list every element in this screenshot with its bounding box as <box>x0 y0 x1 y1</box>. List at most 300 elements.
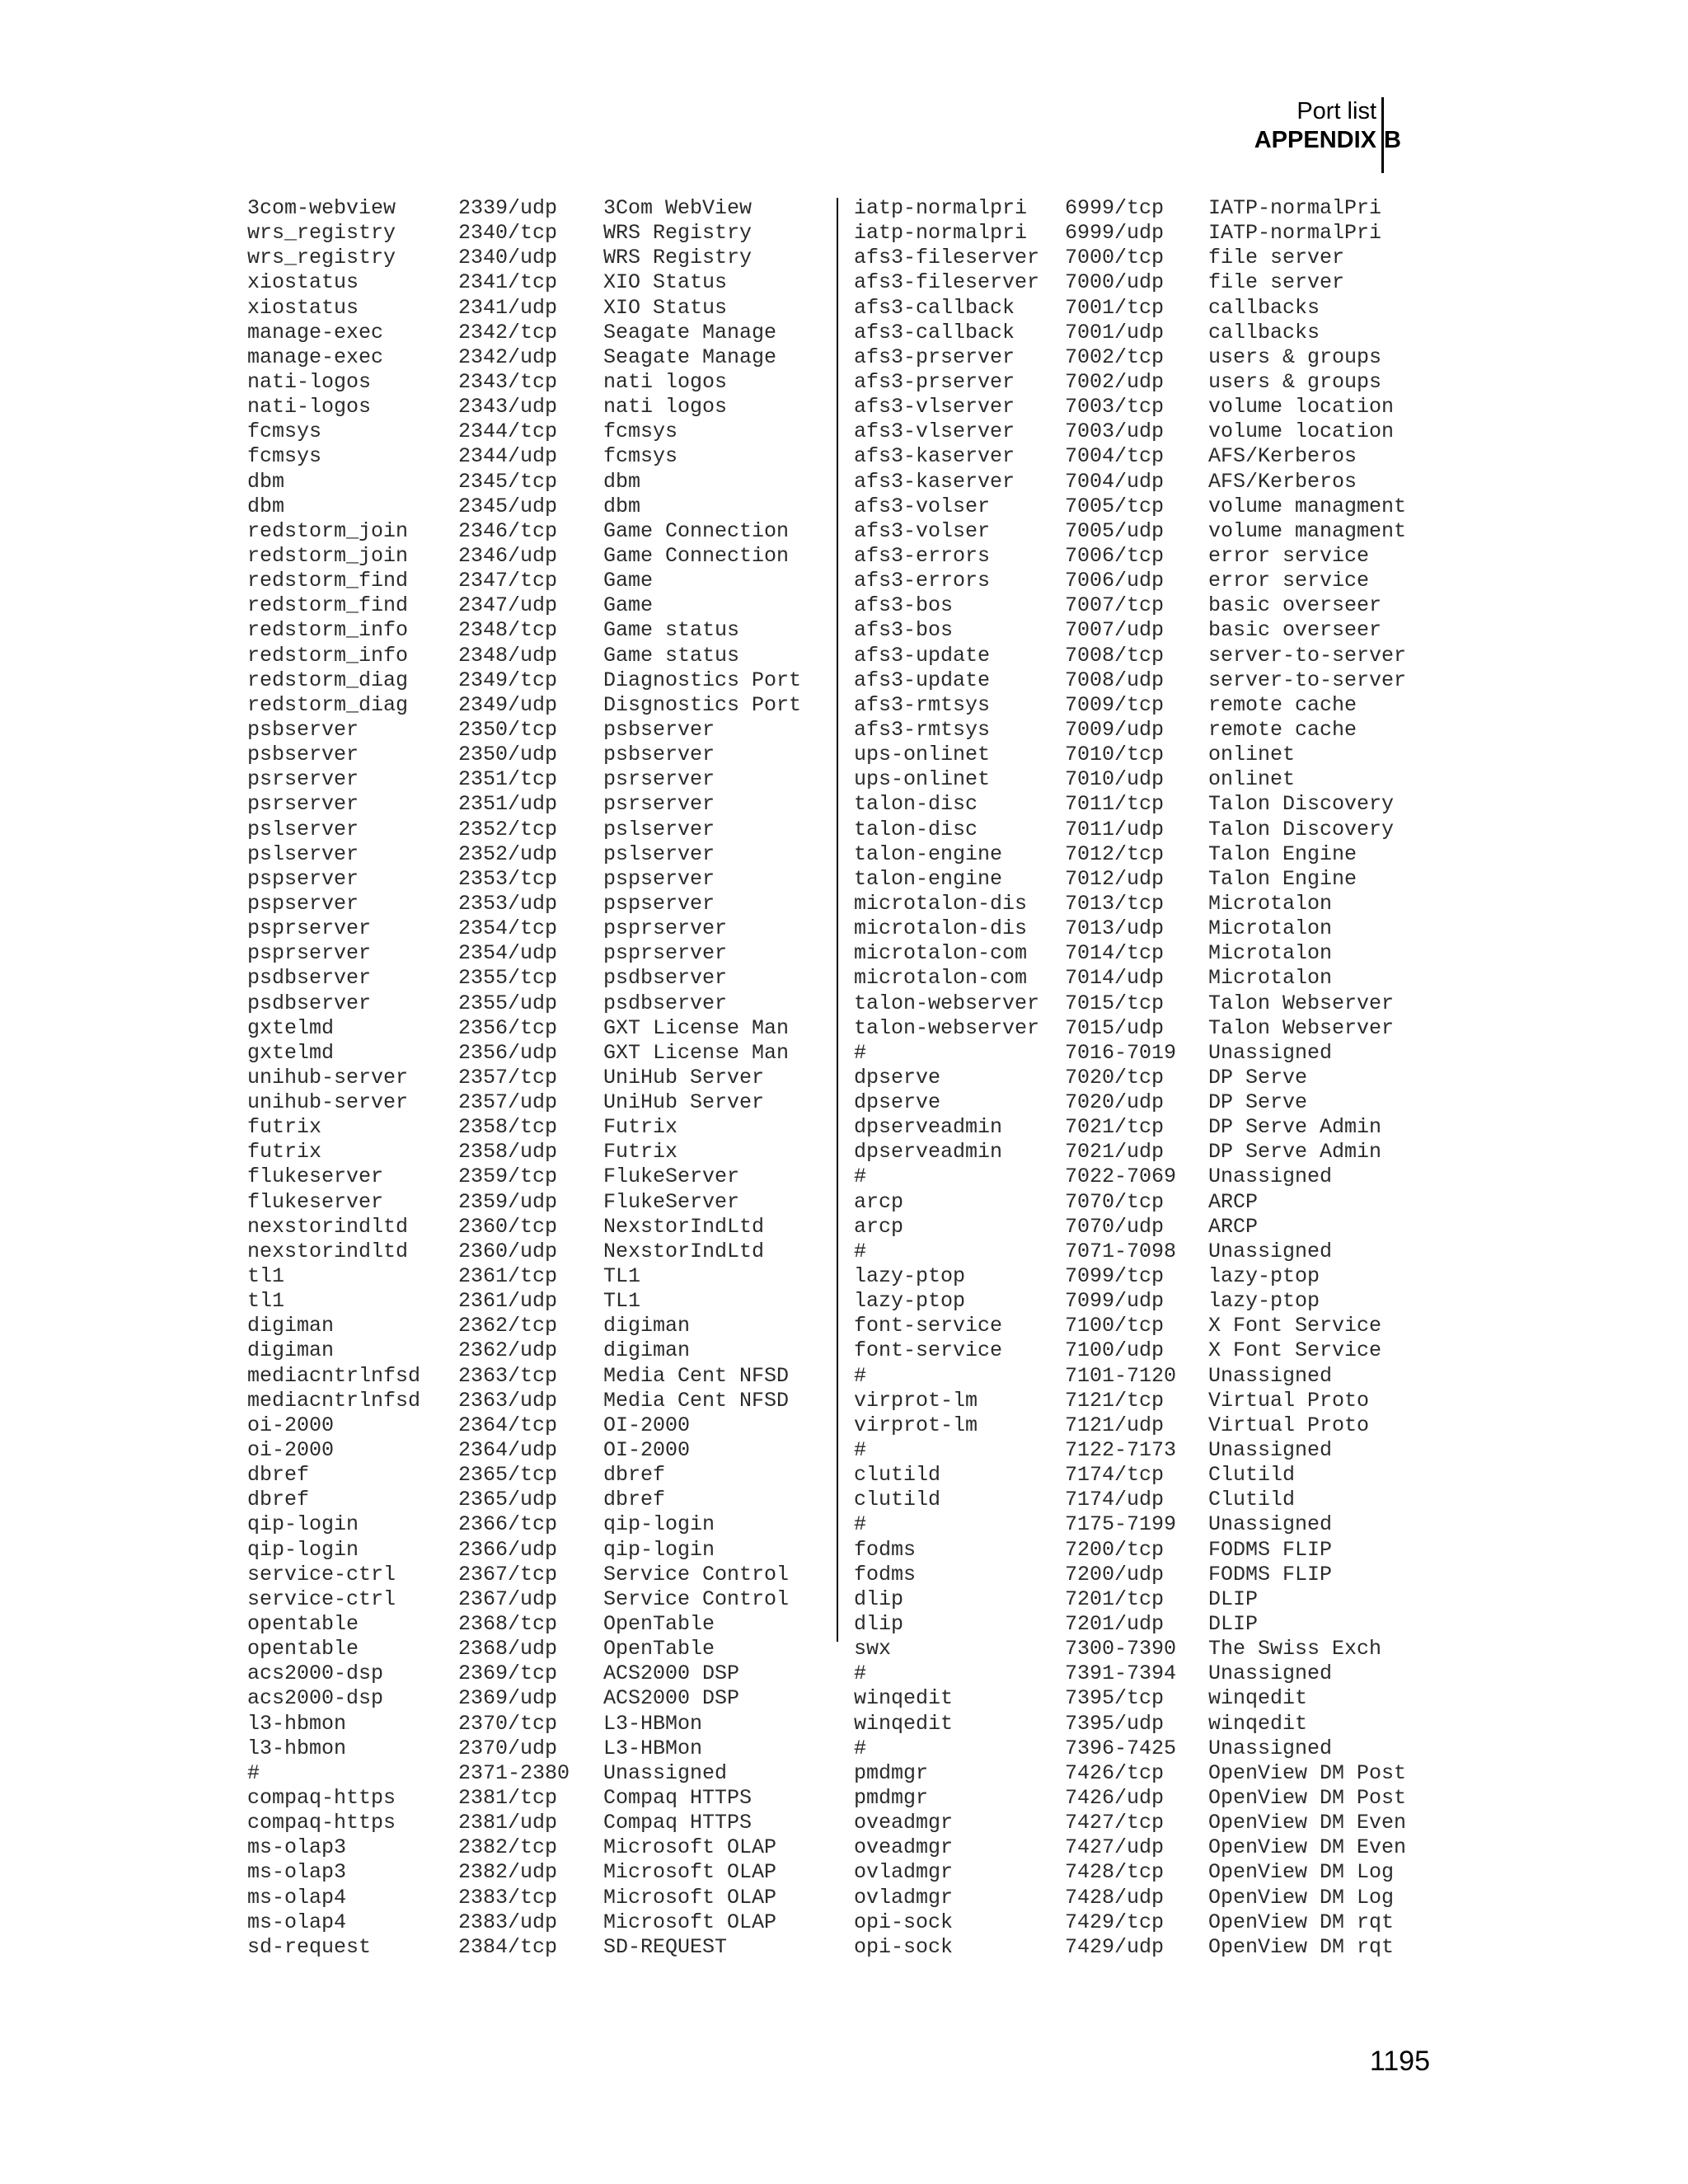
port-row <box>247 544 824 569</box>
port-protocol: 7009/tcp <box>1065 692 1165 717</box>
service-name: microtalon-dis <box>854 916 1028 941</box>
service-description: ARCP <box>1208 1214 1259 1239</box>
port-row <box>854 470 1431 494</box>
port-row <box>854 1637 1431 1661</box>
service-description: Game Connection <box>603 543 790 568</box>
appendix-label: APPENDIX <box>1254 127 1376 153</box>
port-protocol: 7012/udp <box>1065 866 1165 891</box>
port-protocol: 2344/udp <box>458 444 558 469</box>
port-row <box>247 395 824 419</box>
port-protocol: 2367/tcp <box>458 1562 558 1586</box>
port-protocol: 2347/udp <box>458 593 558 618</box>
port-protocol: 7201/udp <box>1065 1612 1165 1637</box>
port-row <box>854 1712 1431 1736</box>
column-divider <box>837 198 838 1642</box>
service-description: Talon Engine <box>1208 841 1357 866</box>
port-protocol: 7000/tcp <box>1065 246 1165 270</box>
port-row <box>854 1041 1431 1066</box>
port-protocol: 2342/tcp <box>458 320 558 344</box>
port-protocol: 2355/udp <box>458 991 558 1015</box>
service-name: opentable <box>247 1612 359 1637</box>
port-row <box>247 991 824 1016</box>
port-row <box>247 668 824 693</box>
service-name: sd-request <box>247 1934 372 1959</box>
port-protocol: 2361/udp <box>458 1289 558 1314</box>
port-protocol: 2358/udp <box>458 1140 558 1165</box>
service-description: Game status <box>603 618 740 643</box>
service-description: Talon Discovery <box>1208 792 1395 817</box>
service-name: # <box>854 1040 867 1065</box>
service-name: flukeserver <box>247 1189 384 1214</box>
service-name: xiostatus <box>247 270 359 295</box>
service-name: ms-olap3 <box>247 1835 347 1860</box>
service-description: Unassigned <box>1208 1239 1333 1263</box>
service-name: microtalon-com <box>854 941 1028 966</box>
service-name: font-service <box>854 1314 1003 1338</box>
service-name: nexstorindltd <box>247 1239 409 1263</box>
service-description: Game <box>603 593 654 618</box>
service-name: afs3-vlserver <box>854 395 1015 419</box>
port-row <box>247 246 824 270</box>
port-row <box>247 1488 824 1512</box>
service-description: X Font Service <box>1208 1314 1382 1338</box>
port-row <box>854 1438 1431 1463</box>
service-name: ms-olap4 <box>247 1885 347 1910</box>
service-description: Talon Webserver <box>1208 1015 1395 1040</box>
service-name: mediacntrlnfsd <box>247 1363 421 1388</box>
service-description: users & groups <box>1208 369 1382 394</box>
service-name: redstorm_info <box>247 618 409 643</box>
port-protocol: 7010/udp <box>1065 767 1165 792</box>
service-description: callbacks <box>1208 320 1320 344</box>
service-name: unihub-server <box>247 1065 409 1090</box>
service-name: psdbserver <box>247 991 372 1015</box>
port-row <box>854 544 1431 569</box>
service-description: XIO Status <box>603 270 728 295</box>
service-name: dbref <box>247 1488 310 1512</box>
service-name: winqedit <box>854 1711 954 1736</box>
service-name: gxtelmd <box>247 1015 335 1040</box>
service-description: remote cache <box>1208 717 1357 742</box>
service-name: service-ctrl <box>247 1562 396 1586</box>
port-protocol: 2365/udp <box>458 1488 558 1512</box>
port-protocol: 2364/udp <box>458 1438 558 1463</box>
port-row <box>247 1712 824 1736</box>
port-protocol: 2350/udp <box>458 743 558 767</box>
service-description: Microtalon <box>1208 941 1333 966</box>
service-name: psbserver <box>247 717 359 742</box>
service-name: arcp <box>854 1214 904 1239</box>
port-row <box>854 618 1431 643</box>
port-protocol: 7174/tcp <box>1065 1463 1165 1488</box>
service-name: font-service <box>854 1338 1003 1363</box>
port-protocol: 7008/udp <box>1065 668 1165 692</box>
service-name: microtalon-com <box>854 966 1028 991</box>
port-row <box>247 792 824 817</box>
port-row <box>854 1115 1431 1140</box>
appendix-letter: B <box>1384 127 1401 153</box>
service-description: psprserver <box>603 916 728 941</box>
port-protocol: 2348/udp <box>458 643 558 668</box>
port-protocol: 2344/tcp <box>458 419 558 444</box>
service-description: Diagnostics Port <box>603 668 802 692</box>
port-protocol: 7010/tcp <box>1065 743 1165 767</box>
service-name: flukeserver <box>247 1165 384 1189</box>
service-name: psrserver <box>247 767 359 792</box>
port-row <box>854 892 1431 916</box>
port-protocol: 7428/udp <box>1065 1885 1165 1910</box>
service-description: DP Serve Admin <box>1208 1115 1382 1140</box>
port-row <box>247 1190 824 1215</box>
port-row <box>247 892 824 916</box>
port-protocol: 2357/tcp <box>458 1065 558 1090</box>
port-row <box>854 1215 1431 1240</box>
service-description: FlukeServer <box>603 1165 740 1189</box>
service-name: afs3-bos <box>854 618 954 643</box>
port-row <box>247 1463 824 1488</box>
port-row <box>247 1835 824 1860</box>
service-description: fcmsys <box>603 444 678 469</box>
port-protocol: 7122-7173 <box>1065 1438 1177 1463</box>
port-row <box>854 221 1431 246</box>
service-name: pslserver <box>247 817 359 841</box>
service-description: digiman <box>603 1338 691 1363</box>
service-name: redstorm_info <box>247 643 409 668</box>
service-description: Media Cent NFSD <box>603 1388 790 1413</box>
port-row <box>854 1314 1431 1338</box>
service-name: redstorm_join <box>247 543 409 568</box>
port-row <box>247 1016 824 1041</box>
port-row <box>247 1140 824 1165</box>
service-name: afs3-vlserver <box>854 419 1015 444</box>
service-name: virprot-lm <box>854 1413 978 1437</box>
service-description: Compaq HTTPS <box>603 1811 753 1835</box>
port-row <box>854 345 1431 370</box>
port-protocol: 7021/tcp <box>1065 1115 1165 1140</box>
port-protocol: 2354/tcp <box>458 916 558 941</box>
port-protocol: 7007/tcp <box>1065 593 1165 618</box>
service-description: WRS Registry <box>603 246 753 270</box>
port-protocol: 2384/tcp <box>458 1934 558 1959</box>
service-name: compaq-https <box>247 1811 396 1835</box>
service-name: # <box>247 1760 260 1785</box>
port-protocol: 7395/tcp <box>1065 1686 1165 1711</box>
port-protocol: 2346/tcp <box>458 518 558 543</box>
port-list-right-column <box>854 196 1431 1960</box>
service-name: redstorm_find <box>247 569 409 593</box>
port-protocol: 2352/udp <box>458 841 558 866</box>
service-description: qip-login <box>603 1537 715 1562</box>
service-name: oveadmgr <box>854 1835 954 1860</box>
service-description: error service <box>1208 569 1370 593</box>
port-row <box>247 296 824 321</box>
service-name: futrix <box>247 1115 322 1140</box>
service-description: Seagate Manage <box>603 320 777 344</box>
port-protocol: 2347/tcp <box>458 569 558 593</box>
port-protocol: 7428/tcp <box>1065 1860 1165 1885</box>
port-row <box>854 419 1431 444</box>
port-row <box>247 519 824 544</box>
service-name: # <box>854 1661 867 1686</box>
service-name: ms-olap4 <box>247 1910 347 1934</box>
service-description: volume location <box>1208 395 1395 419</box>
port-protocol: 6999/udp <box>1065 221 1165 246</box>
service-name: opentable <box>247 1637 359 1661</box>
service-name: ms-olap3 <box>247 1860 347 1885</box>
port-protocol: 2359/tcp <box>458 1165 558 1189</box>
service-name: manage-exec <box>247 344 384 369</box>
port-protocol: 7070/tcp <box>1065 1189 1165 1214</box>
service-name: oi-2000 <box>247 1413 335 1437</box>
port-protocol: 7008/tcp <box>1065 643 1165 668</box>
service-description: psrserver <box>603 767 715 792</box>
service-name: digiman <box>247 1338 335 1363</box>
service-name: pspserver <box>247 866 359 891</box>
port-row <box>247 1264 824 1289</box>
port-protocol: 7101-7120 <box>1065 1363 1177 1388</box>
service-name: afs3-errors <box>854 543 991 568</box>
service-description: OpenView DM rqt <box>1208 1910 1395 1934</box>
service-name: afs3-errors <box>854 569 991 593</box>
port-protocol: 2363/udp <box>458 1388 558 1413</box>
port-protocol: 7121/udp <box>1065 1413 1165 1437</box>
service-description: OpenView DM Even <box>1208 1811 1407 1835</box>
port-protocol: 7021/udp <box>1065 1140 1165 1165</box>
service-description: ARCP <box>1208 1189 1259 1214</box>
service-name: mediacntrlnfsd <box>247 1388 421 1413</box>
port-row <box>854 1835 1431 1860</box>
port-protocol: 2370/tcp <box>458 1711 558 1736</box>
port-protocol: 2368/tcp <box>458 1612 558 1637</box>
service-description: NexstorIndLtd <box>603 1239 765 1263</box>
port-protocol: 7011/tcp <box>1065 792 1165 817</box>
service-description: fcmsys <box>603 419 678 444</box>
service-name: dbref <box>247 1463 310 1488</box>
port-protocol: 6999/tcp <box>1065 196 1165 220</box>
service-description: Microtalon <box>1208 966 1333 991</box>
port-row <box>247 1066 824 1090</box>
service-description: Microtalon <box>1208 891 1333 916</box>
service-name: opi-sock <box>854 1934 954 1959</box>
port-protocol: 2346/udp <box>458 543 558 568</box>
port-row <box>854 321 1431 345</box>
service-description: Unassigned <box>1208 1512 1333 1537</box>
service-name: talon-engine <box>854 841 1003 866</box>
service-description: OpenView DM Even <box>1208 1835 1407 1860</box>
running-header <box>1154 97 1401 176</box>
service-description: DP Serve <box>1208 1090 1308 1115</box>
service-description: pspserver <box>603 866 715 891</box>
port-protocol: 2345/tcp <box>458 469 558 494</box>
port-protocol: 7391-7394 <box>1065 1661 1177 1686</box>
port-row <box>854 916 1431 941</box>
service-description: SD-REQUEST <box>603 1934 728 1959</box>
service-description: server-to-server <box>1208 643 1407 668</box>
service-description: Talon Engine <box>1208 866 1357 891</box>
service-name: afs3-volser <box>854 518 991 543</box>
port-row <box>854 1488 1431 1512</box>
service-name: virprot-lm <box>854 1388 978 1413</box>
service-name: ups-onlinet <box>854 767 991 792</box>
service-description: psprserver <box>603 941 728 966</box>
service-name: unihub-server <box>247 1090 409 1115</box>
port-protocol: 7426/udp <box>1065 1786 1165 1810</box>
service-name: manage-exec <box>247 320 384 344</box>
port-protocol: 2360/udp <box>458 1239 558 1263</box>
service-description: NexstorIndLtd <box>603 1214 765 1239</box>
port-row <box>247 818 824 842</box>
service-description: volume location <box>1208 419 1395 444</box>
port-protocol: 7429/tcp <box>1065 1910 1165 1934</box>
port-row <box>854 1389 1431 1413</box>
port-protocol: 2339/udp <box>458 196 558 220</box>
service-name: redstorm_join <box>247 518 409 543</box>
service-description: Virtual Proto <box>1208 1413 1370 1437</box>
service-description: psbserver <box>603 717 715 742</box>
service-name: wrs_registry <box>247 246 396 270</box>
port-row <box>247 1289 824 1314</box>
service-name: service-ctrl <box>247 1586 396 1611</box>
port-protocol: 7100/udp <box>1065 1338 1165 1363</box>
port-protocol: 2358/tcp <box>458 1115 558 1140</box>
service-name: oi-2000 <box>247 1438 335 1463</box>
service-description: OpenView DM Post <box>1208 1760 1407 1785</box>
service-description: nati logos <box>603 369 728 394</box>
port-protocol: 2353/tcp <box>458 866 558 891</box>
service-name: dpserveadmin <box>854 1140 1003 1165</box>
page-number: 1195 <box>1369 2046 1430 2077</box>
service-name: afs3-prserver <box>854 344 1015 369</box>
service-description: Game <box>603 569 654 593</box>
port-protocol: 2340/tcp <box>458 221 558 246</box>
service-name: qip-login <box>247 1512 359 1537</box>
service-description: volume managment <box>1208 518 1407 543</box>
port-protocol: 2360/tcp <box>458 1214 558 1239</box>
service-description: IATP-normalPri <box>1208 221 1382 246</box>
port-protocol: 7175-7199 <box>1065 1512 1177 1537</box>
service-name: psdbserver <box>247 966 372 991</box>
service-name: psrserver <box>247 792 359 817</box>
port-row <box>854 1886 1431 1910</box>
service-description: error service <box>1208 543 1370 568</box>
service-name: tl1 <box>247 1264 285 1289</box>
port-row <box>247 196 824 221</box>
port-protocol: 2343/tcp <box>458 369 558 394</box>
service-name: iatp-normalpri <box>854 196 1028 220</box>
service-name: fcmsys <box>247 419 322 444</box>
port-row <box>854 1016 1431 1041</box>
service-description: Game status <box>603 643 740 668</box>
service-name: # <box>854 1438 867 1463</box>
port-row <box>247 618 824 643</box>
port-row <box>854 1811 1431 1835</box>
service-name: l3-hbmon <box>247 1736 347 1760</box>
port-protocol: 2357/udp <box>458 1090 558 1115</box>
port-protocol: 2349/udp <box>458 692 558 717</box>
port-protocol: 7012/tcp <box>1065 841 1165 866</box>
service-description: OpenView DM Log <box>1208 1860 1395 1885</box>
port-row <box>854 1686 1431 1711</box>
service-name: winqedit <box>854 1686 954 1711</box>
service-description: winqedit <box>1208 1686 1308 1711</box>
service-description: L3-HBMon <box>603 1736 703 1760</box>
service-name: pmdmgr <box>854 1760 929 1785</box>
service-description: Compaq HTTPS <box>603 1786 753 1810</box>
port-protocol: 2349/tcp <box>458 668 558 692</box>
port-protocol: 7015/tcp <box>1065 991 1165 1015</box>
service-description: Microsoft OLAP <box>603 1860 777 1885</box>
port-protocol: 7099/tcp <box>1065 1264 1165 1289</box>
port-protocol: 7020/udp <box>1065 1090 1165 1115</box>
port-protocol: 7016-7019 <box>1065 1040 1177 1065</box>
port-row <box>247 767 824 792</box>
service-description: OI-2000 <box>603 1413 691 1437</box>
service-description: OpenView DM rqt <box>1208 1934 1395 1959</box>
service-description: OpenTable <box>603 1637 715 1661</box>
service-name: lazy-ptop <box>854 1289 966 1314</box>
port-protocol: 7014/udp <box>1065 966 1165 991</box>
port-protocol: 2361/tcp <box>458 1264 558 1289</box>
service-name: dpserveadmin <box>854 1115 1003 1140</box>
port-row <box>247 1240 824 1264</box>
port-row <box>854 1538 1431 1563</box>
port-row <box>854 668 1431 693</box>
port-protocol: 7006/udp <box>1065 569 1165 593</box>
port-protocol: 2366/tcp <box>458 1512 558 1537</box>
port-row <box>247 1612 824 1637</box>
service-description: Unassigned <box>1208 1438 1333 1463</box>
service-description: Unassigned <box>1208 1165 1333 1189</box>
service-description: AFS/Kerberos <box>1208 444 1357 469</box>
service-name: talon-engine <box>854 866 1003 891</box>
port-protocol: 2355/tcp <box>458 966 558 991</box>
port-protocol: 2362/tcp <box>458 1314 558 1338</box>
service-description: winqedit <box>1208 1711 1308 1736</box>
port-row <box>854 842 1431 867</box>
port-protocol: 7005/udp <box>1065 518 1165 543</box>
port-row <box>247 1438 824 1463</box>
port-row <box>247 1686 824 1711</box>
service-description: basic overseer <box>1208 593 1382 618</box>
port-row <box>247 1736 824 1761</box>
port-row <box>854 1935 1431 1960</box>
port-protocol: 7000/udp <box>1065 270 1165 295</box>
port-row <box>247 1364 824 1389</box>
port-protocol: 7015/udp <box>1065 1015 1165 1040</box>
service-name: xiostatus <box>247 295 359 320</box>
service-name: # <box>854 1736 867 1760</box>
port-protocol: 2341/udp <box>458 295 558 320</box>
service-description: 3Com WebView <box>603 196 753 220</box>
port-protocol: 7100/tcp <box>1065 1314 1165 1338</box>
port-row <box>854 270 1431 295</box>
port-protocol: 2359/udp <box>458 1189 558 1214</box>
service-description: dbm <box>603 469 641 494</box>
service-description: Microtalon <box>1208 916 1333 941</box>
service-description: dbm <box>603 494 641 518</box>
port-row <box>854 1587 1431 1612</box>
port-row <box>247 1538 824 1563</box>
port-row <box>247 1910 824 1935</box>
service-name: digiman <box>247 1314 335 1338</box>
service-description: Microsoft OLAP <box>603 1910 777 1934</box>
service-description: UniHub Server <box>603 1090 765 1115</box>
port-protocol: 2362/udp <box>458 1338 558 1363</box>
service-name: 3com-webview <box>247 196 396 220</box>
port-row <box>247 370 824 395</box>
port-protocol: 7006/tcp <box>1065 543 1165 568</box>
port-row <box>854 991 1431 1016</box>
